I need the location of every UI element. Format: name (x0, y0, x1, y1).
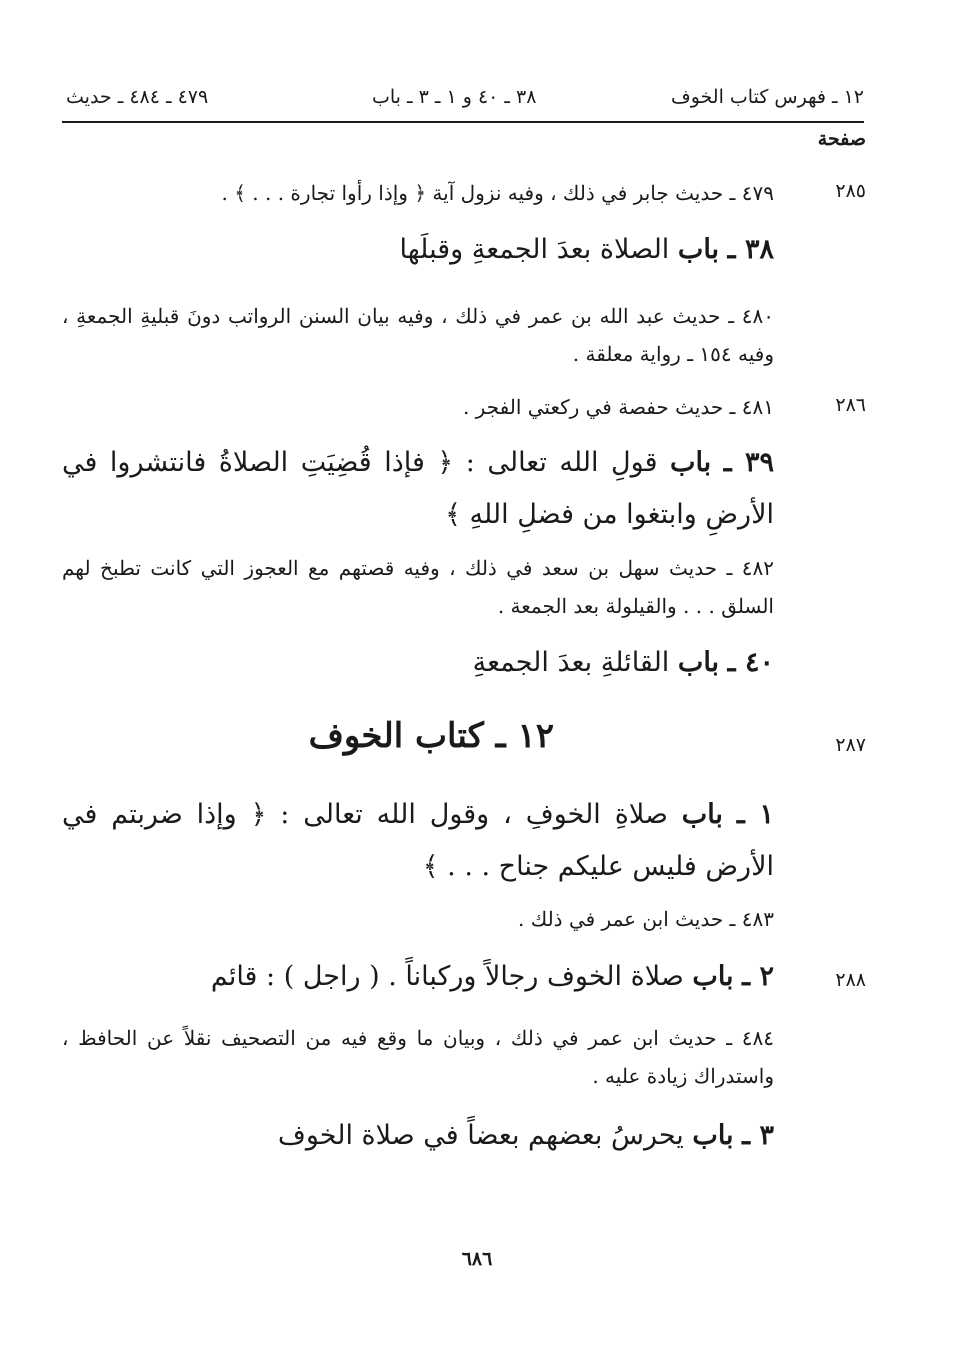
chapter-keyword: باب (681, 799, 723, 830)
chapter-number: ٣٨ ـ (727, 234, 774, 265)
chapter-heading-39 (62, 437, 774, 541)
chapter-keyword: باب (677, 647, 720, 678)
chapter-number: ٢ ـ (742, 961, 774, 992)
page-number-286: ٢٨٦ (835, 394, 866, 416)
book-title: ١٢ ـ كتاب الخوف (308, 716, 554, 756)
chapter-title: قولِ الله تعالى : ﴿ فإذا قُضِيَتِ الصلاةُ فانتشروا في الأرضِ وابتغوا من فضلِ اللهِ ﴾ (62, 447, 774, 530)
chapter-number: ٣٩ ـ (723, 447, 774, 478)
header-chapter-title: ١٢ ـ فهرس كتاب الخوف (671, 86, 864, 108)
chapter-heading-2 (62, 951, 774, 1003)
footer-page-number: ٦٨٦ (461, 1248, 493, 1270)
header-chapter-range: ٣٨ ـ ٤٠ و ١ ـ ٣ ـ باب (372, 86, 537, 108)
chapter-heading-38 (62, 224, 774, 276)
hadith-entry-480: ٤٨٠ ـ حديث عبد الله بن عمر في ذلك ، وفيه بيان السنن الرواتب دونَ قبليةِ الجمعةِ ، وفيه ١٥٤ ـ رواية معلقة . (62, 304, 775, 366)
header-hadith-range: ٤٧٩ ـ ٤٨٤ ـ حديث (66, 86, 209, 108)
page-column-label: صفحة (817, 128, 866, 150)
page-number-285: ٢٨٥ (835, 180, 866, 202)
hadith-entry-482: ٤٨٢ ـ حديث سهل بن سعد في ذلك ، وفيه قصتهم مع العجوز التي كانت تطبخ لهم السلق . . . والقيلولة بعد الجمعة . (62, 556, 774, 618)
chapter-title: يحرسُ بعضهم بعضاً في صلاة الخوف (277, 1120, 684, 1151)
chapter-number: ١ ـ (736, 799, 774, 830)
chapter-number: ٤٠ ـ (727, 647, 774, 678)
hadith-entry-481: ٤٨١ ـ حديث حفصة في ركعتي الفجر . (462, 395, 774, 419)
chapter-heading-1 (62, 789, 774, 893)
chapter-number: ٣ ـ (742, 1120, 774, 1151)
page-number-287: ٢٨٧ (835, 734, 866, 756)
header-rule (62, 121, 864, 123)
chapter-title: القائلةِ بعدَ الجمعةِ (472, 647, 670, 678)
chapter-title: الصلاة بعدَ الجمعةِ وقبلَها (399, 234, 670, 265)
chapter-keyword: باب (692, 961, 734, 992)
chapter-keyword: باب (677, 234, 720, 265)
page-number-288: ٢٨٨ (835, 969, 866, 991)
hadith-entry-484: ٤٨٤ ـ حديث ابن عمر في ذلك ، وبيان ما وقع فيه من التصحيف نقلاً عن الحافظ ، واستدراك زيادة عليه . (62, 1026, 774, 1088)
chapter-keyword: باب (670, 447, 712, 478)
hadith-entry-479: ٤٧٩ ـ حديث جابر في ذلك ، وفيه نزول آية ﴿ وإذا رأوا تجارة . . . ﴾ . (221, 181, 774, 205)
chapter-title: صلاة الخوف رجالاً وركباناً . ( راجل ) : قائم (210, 961, 684, 992)
hadith-entry-483: ٤٨٣ ـ حديث ابن عمر في ذلك . (518, 907, 774, 931)
chapter-title: صلاةِ الخوفِ ، وقول الله تعالى : ﴿ وإذا ضربتم في الأرض فليس عليكم جناح . . . ﴾ (62, 799, 774, 882)
chapter-keyword: باب (692, 1120, 734, 1151)
chapter-heading-40 (62, 637, 774, 689)
chapter-heading-3 (62, 1110, 774, 1162)
